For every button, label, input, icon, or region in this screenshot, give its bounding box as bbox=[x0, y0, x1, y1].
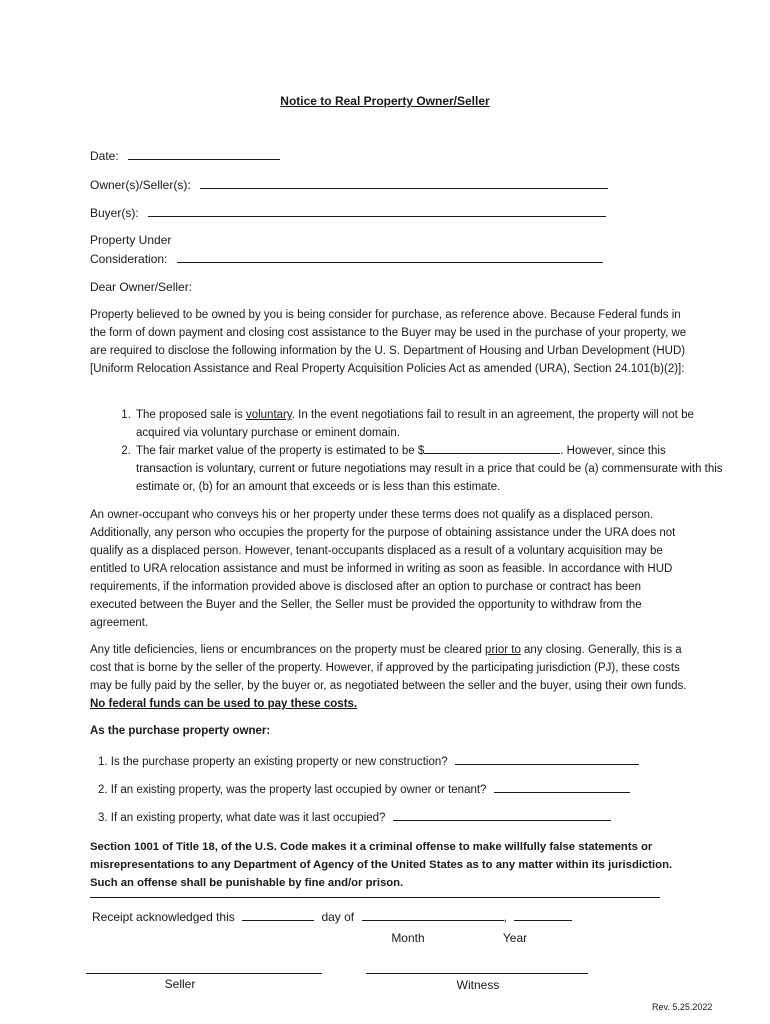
buyers-row bbox=[90, 205, 606, 220]
list-item-text: The proposed sale is bbox=[136, 409, 246, 421]
receipt-comma: , bbox=[503, 910, 507, 924]
question-1-field[interactable] bbox=[455, 753, 639, 765]
owners-label: Owner(s)/Seller(s): bbox=[90, 178, 191, 192]
date-field[interactable] bbox=[128, 148, 280, 160]
month-label: Month bbox=[391, 931, 425, 945]
date-label: Date: bbox=[90, 149, 119, 163]
question-text: 1. Is the purchase property an existing property or new construction? bbox=[98, 756, 448, 768]
intro-paragraph: Property believed to be owned by you is being consider for purchase, as reference above. Because Federal funds in the form of down payment and closing cost assistance to the Buyer may be used in the purchase of your property, we are required to disclose the following information by the U. S. Department of Housing and Urban Development (HUD) [Uniform Relocation Assistance and Real Property Acquisition Policies Act as amended (URA), Section 24.101(b)(2)]: bbox=[90, 309, 687, 375]
no-federal-funds-notice: No federal funds can be used to pay these costs. bbox=[90, 698, 358, 710]
date-row bbox=[90, 148, 280, 163]
list-item-text: The fair market value of the property is estimated to be $ bbox=[136, 445, 425, 457]
receipt-label: Receipt acknowledged this bbox=[92, 910, 235, 924]
owner-occupant-paragraph: An owner-occupant who conveys his or her property under these terms does not qualify as a displaced person. Additionally, any person who occupies the property for the purpose of obtaining assistance under the URA does not qualify as a displaced person. However, tenant-occupants displaced as a result of a voluntary acquisition may be entitled to URA relocation assistance and must be informed in writing as soon as feasible. In accordance with HUD requirements, if the information provided above is disclosed after an option to purchase or contract has been executed between the Buyer and the Seller, the Seller must be provided the opportunity to withdraw from the agreement. bbox=[90, 509, 676, 629]
revision-label: Rev. 5.25.2022 bbox=[652, 1002, 713, 1012]
question-2-field[interactable] bbox=[494, 781, 630, 793]
receipt-day-of-label: day of bbox=[321, 910, 355, 924]
year-label: Year bbox=[502, 931, 528, 945]
salutation: Dear Owner/Seller: bbox=[90, 280, 193, 294]
buyers-field[interactable] bbox=[148, 205, 606, 217]
receipt-month-field[interactable] bbox=[362, 909, 504, 921]
question-text: 2. If an existing property, was the property last occupied by owner or tenant? bbox=[98, 784, 487, 796]
receipt-year-field[interactable] bbox=[514, 909, 572, 921]
prior-to-term: prior to bbox=[485, 644, 521, 656]
fair-market-value-field[interactable] bbox=[424, 442, 560, 454]
receipt-day-field[interactable] bbox=[242, 909, 314, 921]
title-deficiency-paragraph bbox=[90, 641, 690, 713]
property-field[interactable] bbox=[177, 251, 603, 263]
witness-label: Witness bbox=[456, 978, 500, 992]
owner-heading: As the purchase property owner: bbox=[90, 725, 271, 737]
receipt-row bbox=[92, 909, 572, 924]
paragraph-text: Any title deficiencies, liens or encumbrances on the property must be cleared bbox=[90, 644, 486, 656]
owners-row bbox=[90, 177, 608, 192]
buyers-label: Buyer(s): bbox=[90, 206, 139, 220]
witness-signature-line[interactable] bbox=[366, 973, 588, 974]
property-label: Consideration: bbox=[90, 252, 168, 266]
list-item bbox=[134, 406, 724, 442]
divider bbox=[90, 897, 660, 898]
question-row bbox=[98, 753, 639, 768]
list-item-text: . However, since this transaction is voluntary, current or future negotiations may result in a price that could be (a) commensurate with this estimate or, (b) for an amount that exceeds or is less than this estimate. bbox=[136, 445, 723, 493]
question-row bbox=[98, 809, 611, 824]
page-title: Notice to Real Property Owner/Seller bbox=[280, 94, 490, 108]
paragraph-text: any closing. Generally, this is a cost that is borne by the seller of the property. However, if approved by the participating jurisdiction (PJ), these costs may be fully paid by the seller, by the buyer or, as negotiated between the seller and the buyer, using their own funds. bbox=[90, 644, 687, 692]
question-3-field[interactable] bbox=[393, 809, 611, 821]
question-text: 3. If an existing property, what date was it last occupied? bbox=[98, 812, 386, 824]
list-item bbox=[134, 442, 724, 496]
owners-field[interactable] bbox=[200, 177, 608, 189]
property-label-line1: Property Under bbox=[90, 233, 172, 247]
property-row bbox=[90, 251, 603, 266]
seller-signature-line[interactable] bbox=[86, 973, 322, 974]
question-row bbox=[98, 781, 630, 796]
voluntary-term: voluntary bbox=[245, 409, 292, 421]
seller-label: Seller bbox=[164, 977, 196, 991]
legal-warning: Section 1001 of Title 18, of the U.S. Code makes it a criminal offense to make willfully false statements or misrepresentations to any Department of Agency of the United States as to any matter within its jurisdiction. Such an offense shall be punishable by fine and/or prison. bbox=[90, 841, 673, 889]
disclosure-list bbox=[90, 406, 724, 496]
list-item-text: . In the event negotiations fail to result in an agreement, the property will not be acquired via voluntary purchase or eminent domain. bbox=[136, 409, 694, 439]
